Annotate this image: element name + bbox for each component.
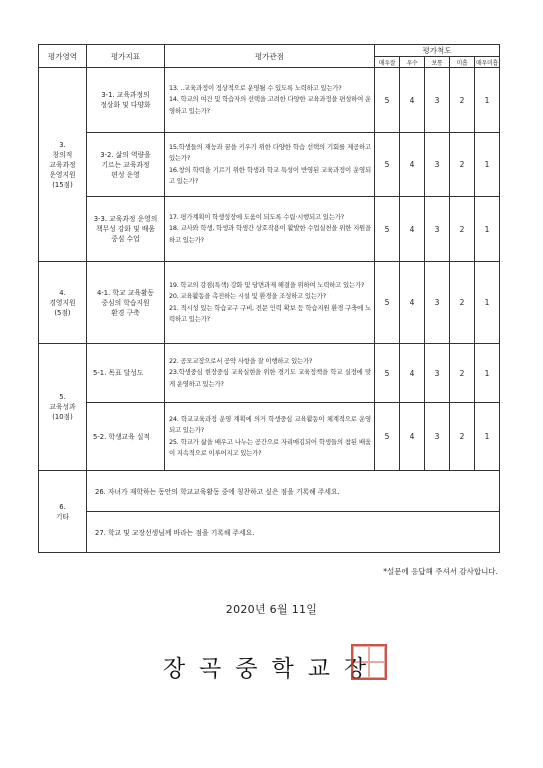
score-3[interactable]: 3	[425, 68, 450, 133]
document-date: 2020년 6월 11일	[225, 603, 318, 616]
score-4[interactable]: 4	[400, 133, 425, 197]
indicator-cell: 3-3. 교육과정 운영의 책무성 강화 및 배움 중심 수업	[87, 197, 165, 262]
question-item: 23.학생중심 현장중심 교육실현을 위한 경기도 교육정책을 학교 실정에 맞게 운영하고 있는가?	[169, 368, 371, 388]
score-5[interactable]: 5	[375, 403, 400, 471]
open-question-27[interactable]: 27. 학교 및 교장선생님께 바라는 점을 기록해 주세요.	[87, 512, 500, 553]
viewpoint-cell	[165, 344, 375, 403]
scale-label: 보통	[425, 57, 450, 68]
score-4[interactable]: 4	[400, 68, 425, 133]
question-item: 16.창의 학력을 기르기 위한 학생과 학교 특성이 반영된 교육과정이 운영되고 있는가?	[169, 165, 371, 185]
question-item: 20. 교육활동을 촉진하는 시설 및 환경을 조성하고 있는가?	[169, 292, 326, 300]
score-5[interactable]: 5	[375, 197, 400, 262]
score-2[interactable]: 2	[450, 344, 475, 403]
question-item: 22. 공모교장으로서 공약 사항을 잘 이행하고 있는가?	[169, 356, 313, 365]
score-1[interactable]: 1	[475, 197, 500, 262]
indicator-cell: 3-1. 교육과정의 정상화 및 다양화	[87, 68, 165, 133]
question-item: 19. 학교의 강점(특색) 강화 및 당면과제 해결을 위하여 노력하고 있는가?	[169, 280, 365, 289]
scale-label: 우수	[400, 57, 425, 68]
score-2[interactable]: 2	[450, 403, 475, 471]
indicator-cell: 5-1. 목표 달성도	[87, 344, 165, 403]
question-item: 21. 적시성 있는 학습교구 구비, 전문 인력 확보 등 학습지원 환경 구축에 노력하고 있는가?	[169, 303, 371, 323]
question-item: 24. 학교교육과정 운영 계획에 의거 학생중심 교육활동이 체계적으로 운영되고 있는가?	[169, 414, 371, 434]
question-item: 15.학생들의 재능과 꿈을 키우기 위한 다양한 학습 선택의 기회를 제공하고 있는가?	[169, 142, 371, 162]
score-1[interactable]: 1	[475, 68, 500, 133]
area-cell: 5. 교육성과 (10점)	[39, 344, 87, 471]
evaluation-table	[38, 44, 500, 553]
score-5[interactable]: 5	[375, 133, 400, 197]
score-3[interactable]: 3	[425, 197, 450, 262]
table-row	[39, 68, 500, 133]
question-item: 13. ..교육과정이 정상적으로 운영될 수 있도록 노력하고 있는가?	[169, 83, 342, 92]
score-5[interactable]: 5	[375, 68, 400, 133]
score-2[interactable]: 2	[450, 197, 475, 262]
score-4[interactable]: 4	[400, 344, 425, 403]
score-3[interactable]: 3	[425, 133, 450, 197]
table-row	[39, 403, 500, 471]
score-1[interactable]: 1	[475, 344, 500, 403]
score-1[interactable]: 1	[475, 262, 500, 344]
score-4[interactable]: 4	[400, 197, 425, 262]
question-item: 18. 교사와 학생, 학생과 학생간 상호작용이 활발한 수업실천을 위한 지원을 하고 있는가?	[169, 224, 371, 244]
viewpoint-cell	[165, 262, 375, 344]
score-3[interactable]: 3	[425, 344, 450, 403]
viewpoint-cell	[165, 197, 375, 262]
indicator-cell: 4-1. 학교 교육활동 중심의 학습지원 환경 구축	[87, 262, 165, 344]
score-1[interactable]: 1	[475, 133, 500, 197]
thanks-note: *설문에 응답해 주셔서 감사합니다.	[383, 567, 498, 576]
scale-label: 매우미흡	[475, 57, 500, 68]
scale-label: 매우잘	[375, 57, 400, 68]
table-row	[39, 197, 500, 262]
table-row	[39, 512, 500, 553]
table-row	[39, 344, 500, 403]
question-item: 14. 학교의 여건 및 학습자의 선택을 고려한 다양한 교육과정을 편성하여 운영하고 있는가?	[169, 95, 371, 115]
official-seal-icon	[351, 644, 387, 680]
score-3[interactable]: 3	[425, 262, 450, 344]
question-item: 17. 평가계획이 학생성장에 도움이 되도록 수립·시행되고 있는가?	[169, 212, 344, 221]
header-area: 평가영역	[39, 45, 87, 68]
score-4[interactable]: 4	[400, 262, 425, 344]
score-2[interactable]: 2	[450, 68, 475, 133]
scale-label: 미흡	[450, 57, 475, 68]
header-scale-title: 평가척도	[375, 45, 500, 57]
score-3[interactable]: 3	[425, 403, 450, 471]
area-cell: 6. 기타	[39, 471, 87, 553]
table-row	[39, 133, 500, 197]
area-cell: 4. 경영지원 (5점)	[39, 262, 87, 344]
score-2[interactable]: 2	[450, 262, 475, 344]
area-cell: 3. 창의적 교육과정 운영지원 (15점)	[39, 68, 87, 262]
open-question-26[interactable]: 26. 자녀가 재학하는 동안의 학교교육활동 중에 칭찬하고 싶은 점을 기록해 주세요.	[87, 471, 500, 512]
viewpoint-cell	[165, 133, 375, 197]
viewpoint-cell	[165, 68, 375, 133]
header-indicator: 평가지표	[87, 45, 165, 68]
table-row	[39, 471, 500, 512]
score-4[interactable]: 4	[400, 403, 425, 471]
viewpoint-cell	[165, 403, 375, 471]
question-item: 25. 학교가 삶을 배우고 나누는 공간으로 자리매김되어 학생들의 참된 배움이 지속적으로 이루어지고 있는가?	[169, 437, 371, 457]
indicator-cell: 3-2. 삶의 역량을 기르는 교육과정 편성 운영	[87, 133, 165, 197]
score-5[interactable]: 5	[375, 262, 400, 344]
signature-line: 장곡중학교장	[162, 656, 381, 682]
score-2[interactable]: 2	[450, 133, 475, 197]
table-row	[39, 262, 500, 344]
score-5[interactable]: 5	[375, 344, 400, 403]
header-viewpoint: 평가관점	[165, 45, 375, 68]
score-1[interactable]: 1	[475, 403, 500, 471]
indicator-cell: 5-2. 학생교육 실적	[87, 403, 165, 471]
